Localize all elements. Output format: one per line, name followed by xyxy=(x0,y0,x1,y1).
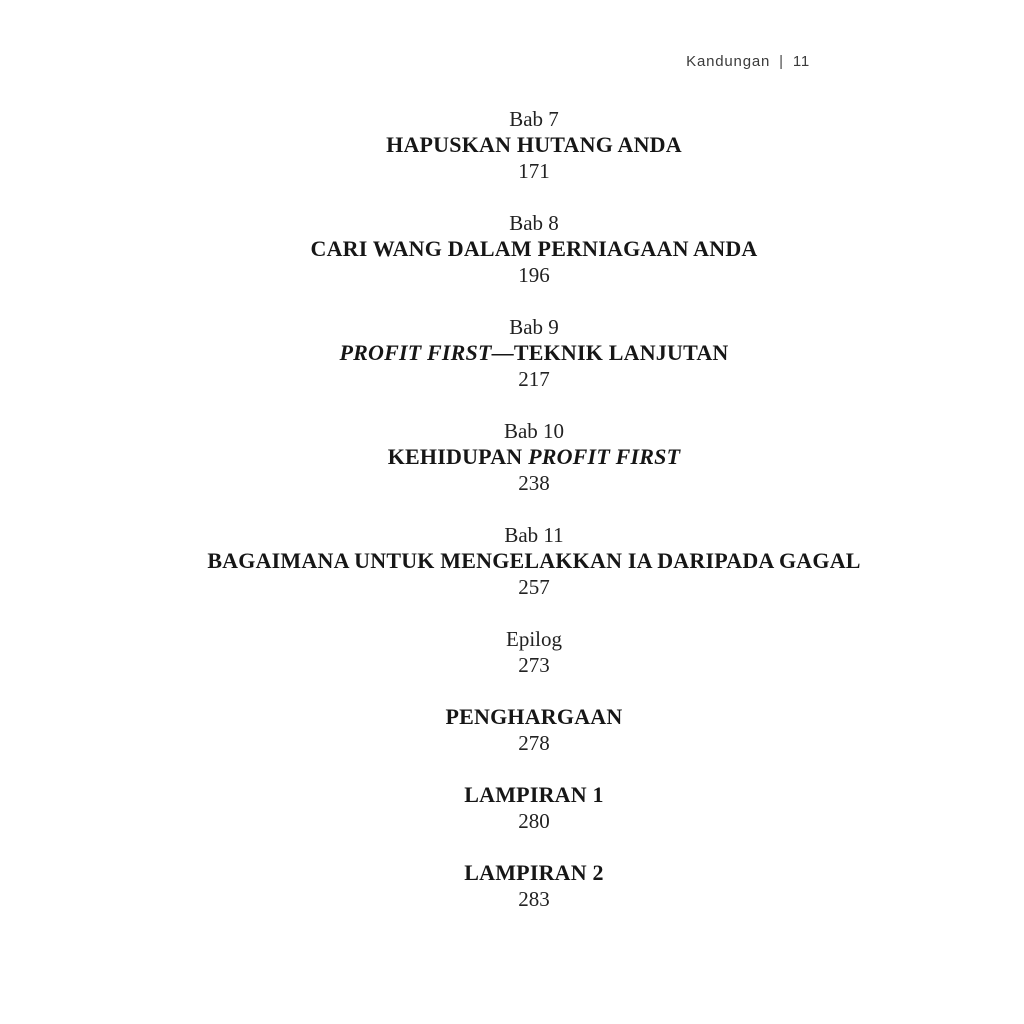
chapter-title-segment: LAMPIRAN 2 xyxy=(464,860,604,885)
chapter-page-number: 283 xyxy=(518,887,550,911)
chapter-title-segment: PENGHARGAAN xyxy=(445,704,623,729)
chapter-page-number: 217 xyxy=(518,367,550,391)
chapter-title xyxy=(44,548,1024,574)
chapter-page-number: 196 xyxy=(518,263,550,287)
chapter-page-number: 171 xyxy=(518,159,550,183)
chapter-title-segment: —TEKNIK LANJUTAN xyxy=(491,340,729,365)
toc-entry xyxy=(44,418,1024,496)
running-header-section-label: Kandungan xyxy=(686,53,771,70)
running-header-page-number: 11 xyxy=(792,53,810,70)
chapter-page-number: 273 xyxy=(518,653,550,677)
chapter-page-number: 278 xyxy=(518,731,550,755)
chapter-title-segment: BAGAIMANA UNTUK MENGELAKKAN IA DARIPADA GAGAL xyxy=(207,548,861,573)
chapter-label: Bab 11 xyxy=(504,523,564,547)
toc-entry xyxy=(44,860,1024,912)
chapter-title-italic-segment: PROFIT FIRST xyxy=(339,340,492,365)
running-header-separator: | xyxy=(779,53,784,70)
chapter-title xyxy=(44,704,1024,730)
chapter-title xyxy=(44,782,1024,808)
chapter-label: Bab 9 xyxy=(509,315,559,339)
running-header xyxy=(686,53,810,70)
toc-entry xyxy=(44,106,1024,184)
chapter-label: Epilog xyxy=(506,627,562,651)
chapter-page-number: 257 xyxy=(518,575,550,599)
chapter-title-segment: LAMPIRAN 1 xyxy=(464,782,604,807)
toc-entry xyxy=(44,704,1024,756)
toc-entry xyxy=(44,626,1024,678)
toc-entry xyxy=(44,210,1024,288)
chapter-page-number: 238 xyxy=(518,471,550,495)
chapter-label: Bab 8 xyxy=(509,211,559,235)
chapter-title xyxy=(44,340,1024,366)
toc-list xyxy=(44,106,1024,938)
chapter-title xyxy=(44,236,1024,262)
chapter-label: Bab 10 xyxy=(503,419,565,443)
chapter-title-segment: KEHIDUPAN xyxy=(387,444,529,469)
toc-entry xyxy=(44,522,1024,600)
chapter-title xyxy=(44,132,1024,158)
chapter-label: Bab 7 xyxy=(509,107,559,131)
chapter-title-segment: HAPUSKAN HUTANG ANDA xyxy=(386,132,682,157)
chapter-page-number: 280 xyxy=(518,809,550,833)
chapter-title xyxy=(44,860,1024,886)
toc-entry xyxy=(44,314,1024,392)
chapter-title xyxy=(44,444,1024,470)
chapter-title-italic-segment: PROFIT FIRST xyxy=(528,444,681,469)
toc-entry xyxy=(44,782,1024,834)
chapter-title-segment: CARI WANG DALAM PERNIAGAAN ANDA xyxy=(310,236,758,261)
